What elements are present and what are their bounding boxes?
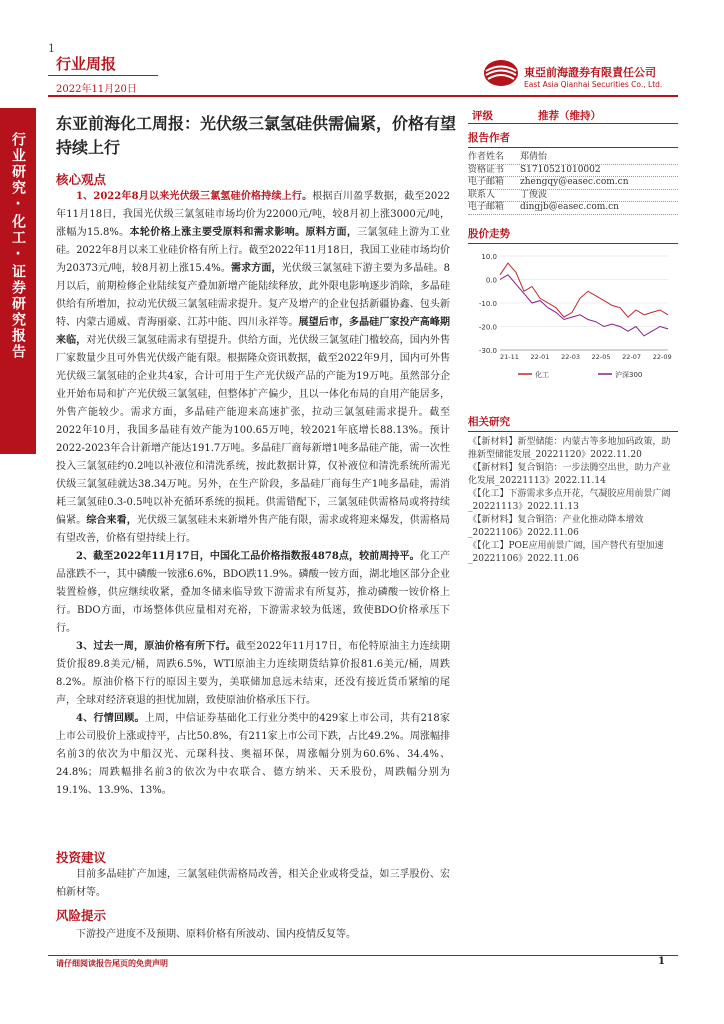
rating-bar (468, 106, 678, 124)
report-date: 2022年11月20日 (56, 84, 137, 95)
paragraph-1: 1、2022年8月以来光伏级三氯氢硅价格持续上行。根据百川盈孚数据，截至2022年11月18日，我国光伏级三氯氢硅市场均价为22000元/吨，较8月初上涨3000元/吨，涨幅为15.8%。本轮价格上涨主要受原料和需求影响。原料方面，三氯氢硅上游为工业硅。2022年8月以来工业硅价格有所上行。截至2022年11月18日，我国工业硅市场均价为20373元/吨，较8月初上涨15.4%。需求方面，光伏级三氯氢硅下游主要为多晶硅。8月以后，前期检修企业陆续复产叠加新增产能陆续释放，此外限电影响逐步消除，多晶硅供给有所增加，拉动光伏级三氯氢硅需求提升。复产及增产的企业包括新疆协鑫、包头新特、内蒙古通威、青海丽豪、江苏中能、四川永祥等。展望后市，多晶硅厂家投产高峰期来临，对光伏级三氯氢硅需求有望提升。供给方面，光伏级三氯氢硅门槛较高，国内外售厂家数量少且可外售光伏级产能有限。根据隆众资讯数据，截至2022年9月，国内可外售光伏级三氯氢硅的企业共4家，合计可用于生产光伏级产品的产能为19万吨。虽然部分企业开始布局和扩产光伏级三氯氢硅，但整体扩产偏少，且以一体化布局的自用产能居多，外售产能较少。需求方面，多晶硅产能迎来高速扩张，拉动三氯氢硅需求提升。截至2022年10月，我国多晶硅有效产能为100.65万吨，较2021年底增长88.13%。预计2022-2023年合计新增产能达191.7万吨。多晶硅厂商每新增1吨多晶硅产能，需一次性投入三氯氢硅约0.2吨以补液位和清洗系统，按此数据计算，仅补液位和清洗系统所需光伏级三氯氢硅就达38.34万吨。另外，在生产阶段，多晶硅厂商每生产1吨多晶硅，需消耗三氯氢硅0.3-0.5吨以补充循环系统的损耗。供需错配下，三氯氢硅供需格局或将持续偏紧。综合来看，光伏级三氯氢硅未来新增外售产能有限，需求或将迎来爆发，供需格局有望改善，价格有望持续上行。 (56, 191, 451, 544)
author-list (468, 152, 678, 215)
side-category-label: 行业研究·化工·证券研究报告 (10, 132, 26, 360)
related-item[interactable]: 《【新材料】新型储能：内蒙古等多地加码政策，助推新型储能发展_20221120》2022.11.20 (468, 437, 671, 460)
page-number-top: 1 (48, 42, 55, 55)
author-row: 资格证书 S1710521010002 (468, 165, 678, 178)
core-viewpoint-heading: 核心观点 (56, 172, 107, 187)
y-tick-label: -10.0 (478, 300, 497, 308)
header-divider (48, 95, 678, 97)
company-name-cn: 東亞前海證券有限責任公司 (524, 66, 656, 79)
author-row: 联系人 丁俊波 (468, 190, 678, 203)
related-item[interactable]: 《【新材料】复合铜箔：一步法腾空出世，助力产业化发展_20221113》2022.11.14 (468, 463, 671, 486)
rating-value: 推荐（维持） (538, 110, 601, 122)
author-row: 作者姓名 郑倩怡 (468, 152, 678, 165)
risk-warning-heading: 风险提示 (56, 908, 107, 923)
price-trend-heading: 股价走势 (468, 226, 678, 244)
y-tick-label: -30.0 (478, 347, 497, 355)
price-trend-chart (468, 248, 678, 388)
core-viewpoint-body (56, 188, 450, 800)
legend-label: 化工 (535, 371, 549, 379)
x-tick-label: 22-01 (530, 353, 550, 361)
company-logo-icon (482, 58, 520, 88)
x-tick-label: 22-09 (652, 353, 672, 361)
report-title: 东亚前海化工周报：光伏级三氯氢硅供需偏紧，价格有望持续上行 (56, 114, 457, 157)
paragraph-3: 3、过去一周，原油价格有所下行。截至2022年11月17日，布伦特原油主力连续期货价报89.8美元/桶，周跌6.5%，WTI原油主力连续期货结算价报81.6美元/桶，周跌8.2%。原油价格下行的原因主要为，美联储加息远未结束，还没有接近货币紧缩的尾声，全球对经济衰退的担忧加剧，致使原油价格承压下行。 (56, 641, 450, 706)
x-tick-label: 22-05 (591, 353, 611, 361)
related-item[interactable]: 《【化工】下游需求多点开花，气凝胶应用前景广阔_20221113》2022.11.13 (468, 489, 671, 512)
investment-advice-heading: 投资建议 (56, 850, 107, 865)
header-divider-short (48, 75, 158, 76)
x-tick-label: 22-03 (561, 353, 580, 361)
author-block (468, 130, 678, 215)
y-tick-label: -20.0 (478, 323, 497, 332)
x-tick-label: 22-07 (622, 353, 642, 361)
footer-disclaimer[interactable]: 请仔细阅读报告尾页的免责声明 (56, 959, 168, 968)
paragraph-4: 4、行情回顾。上周，中信证券基础化工行业分类中的429家上市公司，共有218家上市公司股价上涨或持平，占比50.8%，有211家上市公司下跌，占比49.2%。周涨幅排名前3的依次为中船汉光、元琛科技、奥福环保，周涨幅分别为60.6%、34.4%、24.8%；周跌幅排名前3的依次为中农联合、德方纳米、天禾股份，周跌幅分别为19.1%、13.9%、13%。 (56, 713, 450, 796)
author-heading: 报告作者 (468, 130, 678, 148)
related-research-heading: 相关研究 (468, 414, 678, 432)
series-line (500, 263, 668, 317)
report-type: 行业周报 (56, 55, 117, 73)
company-name-en: East Asia Qianhai Securities Co., Ltd. (524, 80, 663, 89)
risk-warning-body: 下游投产进度不及预期、原料价格有所波动、国内疫情反复等。 (76, 929, 356, 940)
related-research-block (468, 414, 678, 566)
y-tick-label: 0.0 (485, 276, 497, 285)
y-tick-label: 10.0 (481, 253, 497, 261)
author-row: 电子邮箱 zhengqy@easec.com.cn (468, 177, 678, 190)
related-item[interactable]: 《【新材料】复合铜箔：产业化推动降本增效_20221106》2022.11.06 (468, 515, 644, 538)
paragraph-2: 2、截至2022年11月17日，中国化工品价格指数报4878点，较前周持平。化工产品涨跌不一，其中磷酸一铵涨6.6%，BDO跌11.9%。磷酸一铵方面，湖北地区部分企业装置检修，供应继续收紧，叠加冬储来临导致下游需求有所复苏，推动磷酸一铵价格上行。BDO方面，市场整体供应量相对充裕，下游需求较为低迷，致使BDO价格承压下行。 (56, 551, 450, 634)
price-trend-block (468, 226, 678, 388)
footer-divider (48, 955, 678, 956)
page-number-bottom: 1 (658, 956, 665, 967)
rating-label: 评级 (472, 110, 493, 122)
investment-advice-body: 目前多晶硅扩产加速，三氯氢硅供需格局改善，相关企业或将受益，如三孚股份、宏柏新材等。 (56, 869, 450, 898)
legend-label: 沪深300 (615, 371, 643, 379)
author-row: 电子邮箱 dingjb@easec.com.cn (468, 202, 678, 215)
related-item[interactable]: 《【化工】POE应用前景广阔，国产替代有望加速_20221106》2022.11.06 (468, 541, 664, 564)
x-tick-label: 21-11 (500, 353, 519, 361)
